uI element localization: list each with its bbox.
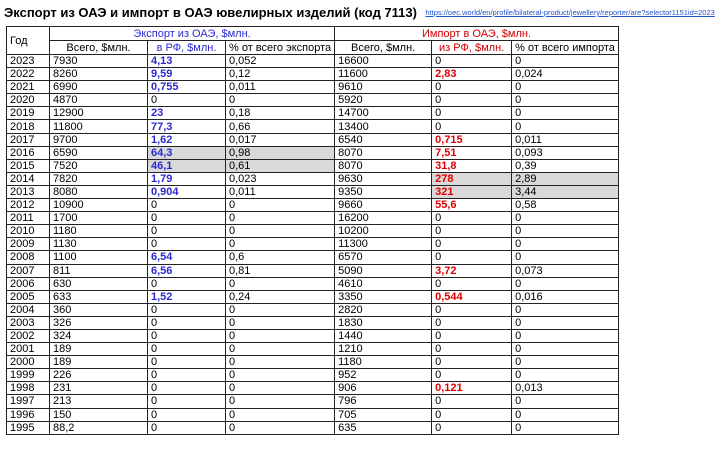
- year-cell: 2004: [7, 303, 50, 316]
- export-total-cell: 6590: [50, 146, 148, 159]
- import-total-cell: 11600: [335, 68, 432, 81]
- export-rf-cell: 23: [148, 107, 226, 120]
- import-rf-cell: 321: [432, 185, 512, 198]
- year-cell: 2002: [7, 329, 50, 342]
- export-total-cell: 1700: [50, 212, 148, 225]
- import-share-cell: 0: [512, 225, 619, 238]
- header-export-group: Экспорт из ОАЭ, $млн.: [50, 27, 335, 41]
- import-rf-cell: 0: [432, 303, 512, 316]
- table-row: [7, 395, 619, 408]
- import-share-cell: 0: [512, 395, 619, 408]
- year-cell: 2020: [7, 94, 50, 107]
- year-cell: 1998: [7, 382, 50, 395]
- header-import-group: Импорт в ОАЭ, $млн.: [335, 27, 619, 41]
- export-share-cell: 0: [226, 238, 335, 251]
- export-share-cell: 0: [226, 382, 335, 395]
- import-share-cell: 0: [512, 81, 619, 94]
- import-rf-cell: 55,6: [432, 199, 512, 212]
- export-share-cell: 0: [226, 369, 335, 382]
- export-share-cell: 0: [226, 94, 335, 107]
- table-row: [7, 408, 619, 421]
- export-share-cell: 0: [226, 421, 335, 434]
- export-rf-cell: 0: [148, 343, 226, 356]
- import-rf-cell: 0,121: [432, 382, 512, 395]
- export-rf-cell: 0: [148, 199, 226, 212]
- table-row: [7, 369, 619, 382]
- import-share-cell: 0: [512, 316, 619, 329]
- import-share-cell: 0,013: [512, 382, 619, 395]
- year-cell: 1995: [7, 421, 50, 434]
- import-share-cell: 0,58: [512, 199, 619, 212]
- export-rf-cell: 0: [148, 225, 226, 238]
- export-total-cell: 9700: [50, 133, 148, 146]
- export-rf-cell: 0: [148, 356, 226, 369]
- year-cell: 2023: [7, 55, 50, 68]
- export-rf-cell: 6,56: [148, 264, 226, 277]
- import-total-cell: 6570: [335, 251, 432, 264]
- import-total-cell: 8070: [335, 159, 432, 172]
- import-rf-cell: 0: [432, 369, 512, 382]
- import-total-cell: 3350: [335, 290, 432, 303]
- export-rf-cell: 0: [148, 94, 226, 107]
- export-rf-cell: 4,13: [148, 55, 226, 68]
- year-cell: 1996: [7, 408, 50, 421]
- import-total-cell: 16600: [335, 55, 432, 68]
- import-share-cell: 0: [512, 421, 619, 434]
- import-rf-cell: 3,72: [432, 264, 512, 277]
- export-share-cell: 0: [226, 303, 335, 316]
- export-rf-cell: 6,54: [148, 251, 226, 264]
- import-share-cell: 0: [512, 356, 619, 369]
- header-export-share: % от всего экспорта: [226, 41, 335, 55]
- table-row: [7, 290, 619, 303]
- export-total-cell: 189: [50, 356, 148, 369]
- import-total-cell: 2820: [335, 303, 432, 316]
- import-share-cell: 0: [512, 238, 619, 251]
- year-cell: 2010: [7, 225, 50, 238]
- import-total-cell: 1180: [335, 356, 432, 369]
- import-total-cell: 1830: [335, 316, 432, 329]
- export-share-cell: 0: [226, 343, 335, 356]
- import-total-cell: 9350: [335, 185, 432, 198]
- export-total-cell: 189: [50, 343, 148, 356]
- import-total-cell: 5920: [335, 94, 432, 107]
- year-cell: 2012: [7, 199, 50, 212]
- import-total-cell: 9660: [335, 199, 432, 212]
- export-share-cell: 0,24: [226, 290, 335, 303]
- export-total-cell: 1130: [50, 238, 148, 251]
- year-cell: 1999: [7, 369, 50, 382]
- export-rf-cell: 9,59: [148, 68, 226, 81]
- export-share-cell: 0: [226, 277, 335, 290]
- import-total-cell: 796: [335, 395, 432, 408]
- import-share-cell: 0,024: [512, 68, 619, 81]
- import-share-cell: 0: [512, 120, 619, 133]
- header-export-rf: в РФ, $млн.: [148, 41, 226, 55]
- export-rf-cell: 0: [148, 329, 226, 342]
- export-total-cell: 6990: [50, 81, 148, 94]
- header-import-rf: из РФ, $млн.: [432, 41, 512, 55]
- export-rf-cell: 0: [148, 238, 226, 251]
- export-total-cell: 150: [50, 408, 148, 421]
- import-total-cell: 906: [335, 382, 432, 395]
- export-rf-cell: 64,3: [148, 146, 226, 159]
- table-row: [7, 212, 619, 225]
- table-row: [7, 185, 619, 198]
- table-row: [7, 238, 619, 251]
- import-share-cell: 2,89: [512, 172, 619, 185]
- export-share-cell: 0: [226, 199, 335, 212]
- trade-table: [6, 26, 619, 435]
- export-total-cell: 213: [50, 395, 148, 408]
- import-rf-cell: 0: [432, 94, 512, 107]
- year-cell: 2005: [7, 290, 50, 303]
- import-total-cell: 4610: [335, 277, 432, 290]
- export-share-cell: 0,6: [226, 251, 335, 264]
- export-rf-cell: 0: [148, 316, 226, 329]
- export-rf-cell: 0: [148, 369, 226, 382]
- year-cell: 2017: [7, 133, 50, 146]
- export-share-cell: 0,023: [226, 172, 335, 185]
- export-total-cell: 324: [50, 329, 148, 342]
- table-row: [7, 356, 619, 369]
- table-row: [7, 94, 619, 107]
- export-total-cell: 8260: [50, 68, 148, 81]
- export-total-cell: 326: [50, 316, 148, 329]
- import-share-cell: 0,016: [512, 290, 619, 303]
- import-rf-cell: 0: [432, 225, 512, 238]
- table-row: [7, 316, 619, 329]
- import-rf-cell: 0: [432, 343, 512, 356]
- table-row: [7, 251, 619, 264]
- import-total-cell: 9630: [335, 172, 432, 185]
- import-rf-cell: 0,715: [432, 133, 512, 146]
- export-share-cell: 0: [226, 356, 335, 369]
- table-row: [7, 81, 619, 94]
- table-row: [7, 329, 619, 342]
- export-total-cell: 11800: [50, 120, 148, 133]
- export-share-cell: 0,12: [226, 68, 335, 81]
- export-total-cell: 231: [50, 382, 148, 395]
- import-total-cell: 952: [335, 369, 432, 382]
- import-rf-cell: 0: [432, 408, 512, 421]
- year-cell: 2013: [7, 185, 50, 198]
- import-rf-cell: 0: [432, 356, 512, 369]
- document-title: Экспорт из ОАЭ и импорт в ОАЭ ювелирных изделий (код 7113): [4, 5, 417, 20]
- table-row: [7, 303, 619, 316]
- import-rf-cell: 0: [432, 107, 512, 120]
- export-share-cell: 0,66: [226, 120, 335, 133]
- export-rf-cell: 0: [148, 382, 226, 395]
- export-share-cell: 0,017: [226, 133, 335, 146]
- import-share-cell: 0,39: [512, 159, 619, 172]
- table-row: [7, 421, 619, 434]
- export-rf-cell: 0: [148, 303, 226, 316]
- year-cell: 2006: [7, 277, 50, 290]
- export-share-cell: 0,98: [226, 146, 335, 159]
- import-rf-cell: 0: [432, 238, 512, 251]
- export-rf-cell: 0: [148, 408, 226, 421]
- import-total-cell: 11300: [335, 238, 432, 251]
- export-total-cell: 8080: [50, 185, 148, 198]
- year-cell: 2014: [7, 172, 50, 185]
- export-total-cell: 7930: [50, 55, 148, 68]
- import-rf-cell: 0: [432, 81, 512, 94]
- year-cell: 2009: [7, 238, 50, 251]
- export-total-cell: 12900: [50, 107, 148, 120]
- import-rf-cell: 278: [432, 172, 512, 185]
- export-total-cell: 360: [50, 303, 148, 316]
- header-import-total: Всего, $млн.: [335, 41, 432, 55]
- export-share-cell: 0,052: [226, 55, 335, 68]
- year-cell: 2003: [7, 316, 50, 329]
- year-cell: 2015: [7, 159, 50, 172]
- import-share-cell: 0: [512, 343, 619, 356]
- import-share-cell: 0,011: [512, 133, 619, 146]
- year-cell: 2021: [7, 81, 50, 94]
- import-share-cell: 0,073: [512, 264, 619, 277]
- year-cell: 1997: [7, 395, 50, 408]
- import-rf-cell: 0: [432, 316, 512, 329]
- import-total-cell: 1210: [335, 343, 432, 356]
- year-cell: 2022: [7, 68, 50, 81]
- import-total-cell: 9610: [335, 81, 432, 94]
- export-rf-cell: 77,3: [148, 120, 226, 133]
- export-rf-cell: 0,755: [148, 81, 226, 94]
- import-rf-cell: 0: [432, 329, 512, 342]
- table-row: [7, 120, 619, 133]
- table-row: [7, 382, 619, 395]
- source-link[interactable]: https://oec.world/en/profile/bilateral-product/jewellery/reporter/are?selector1151id=2023: [425, 8, 715, 17]
- import-total-cell: 6540: [335, 133, 432, 146]
- header-row-groups: [7, 27, 619, 41]
- export-total-cell: 10900: [50, 199, 148, 212]
- export-total-cell: 1100: [50, 251, 148, 264]
- export-rf-cell: 0,904: [148, 185, 226, 198]
- table-row: [7, 343, 619, 356]
- header-export-total: Всего, $млн.: [50, 41, 148, 55]
- year-cell: 2007: [7, 264, 50, 277]
- year-cell: 2011: [7, 212, 50, 225]
- export-share-cell: 0,011: [226, 185, 335, 198]
- export-total-cell: 88,2: [50, 421, 148, 434]
- import-total-cell: 13400: [335, 120, 432, 133]
- table-row: [7, 68, 619, 81]
- year-cell: 2019: [7, 107, 50, 120]
- export-total-cell: 630: [50, 277, 148, 290]
- export-total-cell: 226: [50, 369, 148, 382]
- import-rf-cell: 0: [432, 395, 512, 408]
- export-share-cell: 0,18: [226, 107, 335, 120]
- import-total-cell: 1440: [335, 329, 432, 342]
- import-total-cell: 16200: [335, 212, 432, 225]
- export-rf-cell: 0: [148, 212, 226, 225]
- table-row: [7, 133, 619, 146]
- import-share-cell: 0,093: [512, 146, 619, 159]
- import-share-cell: 0: [512, 251, 619, 264]
- import-share-cell: 0: [512, 107, 619, 120]
- export-rf-cell: 0: [148, 395, 226, 408]
- import-rf-cell: 0: [432, 421, 512, 434]
- export-share-cell: 0: [226, 225, 335, 238]
- year-cell: 2016: [7, 146, 50, 159]
- year-cell: 2018: [7, 120, 50, 133]
- import-rf-cell: 0: [432, 120, 512, 133]
- table-row: [7, 264, 619, 277]
- import-rf-cell: 0: [432, 212, 512, 225]
- export-share-cell: 0,011: [226, 81, 335, 94]
- import-share-cell: 0: [512, 94, 619, 107]
- export-rf-cell: 0: [148, 277, 226, 290]
- export-share-cell: 0: [226, 408, 335, 421]
- import-rf-cell: 0: [432, 277, 512, 290]
- table-row: [7, 146, 619, 159]
- export-share-cell: 0: [226, 329, 335, 342]
- import-total-cell: 10200: [335, 225, 432, 238]
- import-share-cell: 0: [512, 212, 619, 225]
- export-rf-cell: 46,1: [148, 159, 226, 172]
- year-cell: 2001: [7, 343, 50, 356]
- table-row: [7, 172, 619, 185]
- table-row: [7, 225, 619, 238]
- year-cell: 2008: [7, 251, 50, 264]
- export-total-cell: 1180: [50, 225, 148, 238]
- import-rf-cell: 0: [432, 251, 512, 264]
- import-rf-cell: 2,83: [432, 68, 512, 81]
- import-share-cell: 0: [512, 369, 619, 382]
- export-share-cell: 0,61: [226, 159, 335, 172]
- header-row-columns: [7, 41, 619, 55]
- table-row: [7, 55, 619, 68]
- title-row: [4, 3, 715, 23]
- export-share-cell: 0: [226, 395, 335, 408]
- export-total-cell: 633: [50, 290, 148, 303]
- table-row: [7, 199, 619, 212]
- header-year: Год: [7, 27, 50, 55]
- export-share-cell: 0: [226, 212, 335, 225]
- export-total-cell: 7520: [50, 159, 148, 172]
- import-rf-cell: 0: [432, 55, 512, 68]
- import-share-cell: 0: [512, 55, 619, 68]
- export-share-cell: 0: [226, 316, 335, 329]
- export-total-cell: 7820: [50, 172, 148, 185]
- import-share-cell: 3,44: [512, 185, 619, 198]
- export-rf-cell: 1,62: [148, 133, 226, 146]
- import-rf-cell: 7,51: [432, 146, 512, 159]
- export-total-cell: 811: [50, 264, 148, 277]
- import-share-cell: 0: [512, 408, 619, 421]
- import-rf-cell: 31,8: [432, 159, 512, 172]
- table-row: [7, 159, 619, 172]
- import-total-cell: 635: [335, 421, 432, 434]
- import-share-cell: 0: [512, 277, 619, 290]
- import-total-cell: 14700: [335, 107, 432, 120]
- import-total-cell: 705: [335, 408, 432, 421]
- export-share-cell: 0,81: [226, 264, 335, 277]
- import-share-cell: 0: [512, 303, 619, 316]
- export-rf-cell: 1,79: [148, 172, 226, 185]
- export-rf-cell: 0: [148, 421, 226, 434]
- import-share-cell: 0: [512, 329, 619, 342]
- export-total-cell: 4870: [50, 94, 148, 107]
- header-import-share: % от всего импорта: [512, 41, 619, 55]
- import-total-cell: 8070: [335, 146, 432, 159]
- import-rf-cell: 0,544: [432, 290, 512, 303]
- table-row: [7, 107, 619, 120]
- year-cell: 2000: [7, 356, 50, 369]
- export-rf-cell: 1,52: [148, 290, 226, 303]
- table-row: [7, 277, 619, 290]
- import-total-cell: 5090: [335, 264, 432, 277]
